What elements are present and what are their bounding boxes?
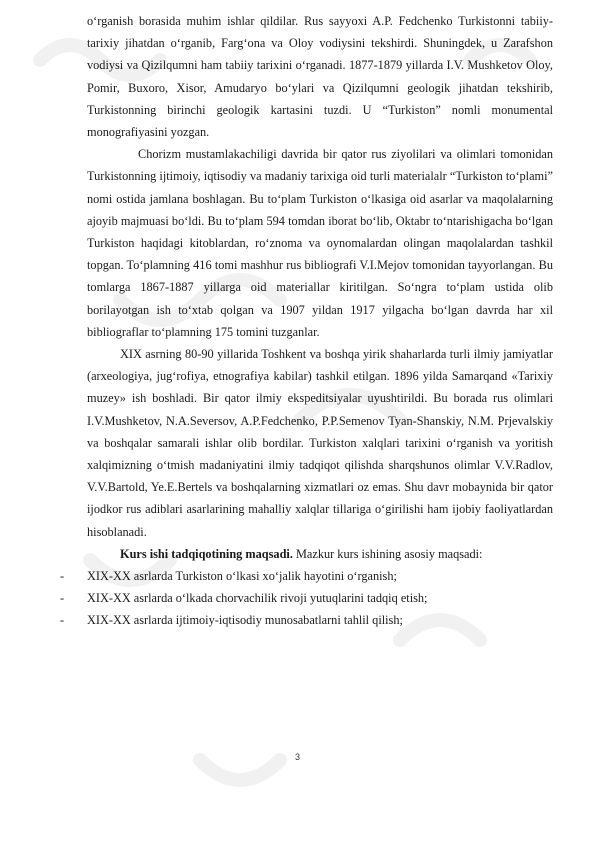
paragraph-scientific-societies: XIX asrning 80-90 yillarida Toshkent va boshqa yirik shaharlarda turli ilmiy jamiyatlar (arxeologiya, jug‘rofiya, etnografiya kabilar) tashkil etilgan. 1896 yilda Samarqand «Tarixiy muzey» ish boshladi. Bir qator ilmiy ekspeditsiyalar uyushtirildi. Bu borada rus olimlari I.V.Mushketov, N.A.Seversov, A.P.Fedchenko, P.P.Semenov Tyan-Shanskiy, N.M. Prjevalskiy va boshqalar samarali ishlar olib bordilar. Turkiston xalqlari tarixini o‘rganish va yoritish xalqimizning o‘tmish madaniyatini ilmiy tadqiqot qilishda sharqshunos olimlar V.V.Radlov, V.V.Bartold, Ye.E.Bertels va boshqalarning xizmatlari oz emas. Shu davr mobaynida bir qator ijodkor rus adiblari asarlarining mahalliy xalqlar tillariga o‘girilishi ham ijobiy faoliyatlardan hisoblanadi. bbox=[87, 347, 553, 539]
list-item bbox=[60, 587, 553, 609]
list-item-text: XIX-XX asrlarda Turkiston o‘lkasi xo‘jalik hayotini o‘rganish; bbox=[87, 569, 397, 584]
list-dash: - bbox=[60, 569, 65, 584]
document-body bbox=[60, 10, 553, 632]
goals-list bbox=[60, 565, 553, 632]
list-item bbox=[60, 609, 553, 631]
page-number: 3 bbox=[294, 752, 300, 762]
list-item-text: XIX-XX asrlarda o‘lkada chorvachilik rivoji yutuqlarini tadqiq etish; bbox=[87, 591, 428, 606]
paragraph-research-goal bbox=[87, 543, 553, 565]
paragraph-turkistan-collection: Chorizm mustamlakachiligi davrida bir qator rus ziyolilari va olimlari tomonidan Turkistonning ijtimoiy, iqtisodiy va madaniy tarixiga oid turli materialalr “Turkiston to‘plami” nomi ostida jamlana boshlagan. Bu to‘plam Turkiston o‘lkasiga oid asarlar va maqolalarning ajoyib majmuasi bo‘ldi. Bu to‘plam 594 tomdan iborat bo‘lib, Oktabr to‘ntarishigacha bo‘lgan Turkiston haqidagi kitoblardan, ro‘znoma va oynomalardan olingan maqolalardan tashkil topgan. To‘plamning 416 tomi mashhur rus bibliografi V.I.Mejov tomonidan tayyorlangan. Bu tomlarga 1867-1887 yillarga oid materiallar kiritilgan. So‘ngra to‘plam ustida olib borilayotgan ish to‘xtab qolgan va 1907 yildan 1917 yilgacha bo‘lgan davrda har xil bibliograflar to‘plamning 175 tomini tuzganlar. bbox=[87, 147, 553, 339]
list-dash: - bbox=[60, 591, 65, 606]
research-goal-heading: Kurs ishi tadqiqotining maqsadi. bbox=[120, 546, 293, 561]
paragraph-fedchenko: o‘rganish borasida muhim ishlar qildilar. Rus sayyoxi A.P. Fedchenko Turkistonni tabiiy-tarixiy jihatdan o‘rganib, Farg‘ona va Oloy vodiysini tekshirdi. Shuningdek, u Zarafshon vodiysi va Qizilqumni ham tabiiy tarixini o‘rganadi. 1877-1879 yillarda I.V. Mushketov Oloy, Pomir, Buxoro, Xisor, Amudaryo bo‘ylari va Qizilqumni geologik jihatdan tekshirib, Turkistonning birinchi geologik kartasini tuzdi. U “Turkiston” nomli monumental monografiyasini yozgan. bbox=[87, 14, 553, 140]
list-item bbox=[60, 565, 553, 587]
list-dash: - bbox=[60, 613, 65, 628]
research-goal-intro: Mazkur kurs ishining asosiy maqsadi: bbox=[292, 546, 483, 561]
list-item-text: XIX-XX asrlarda ijtimoiy-iqtisodiy munosabatlarni tahlil qilish; bbox=[87, 613, 403, 628]
